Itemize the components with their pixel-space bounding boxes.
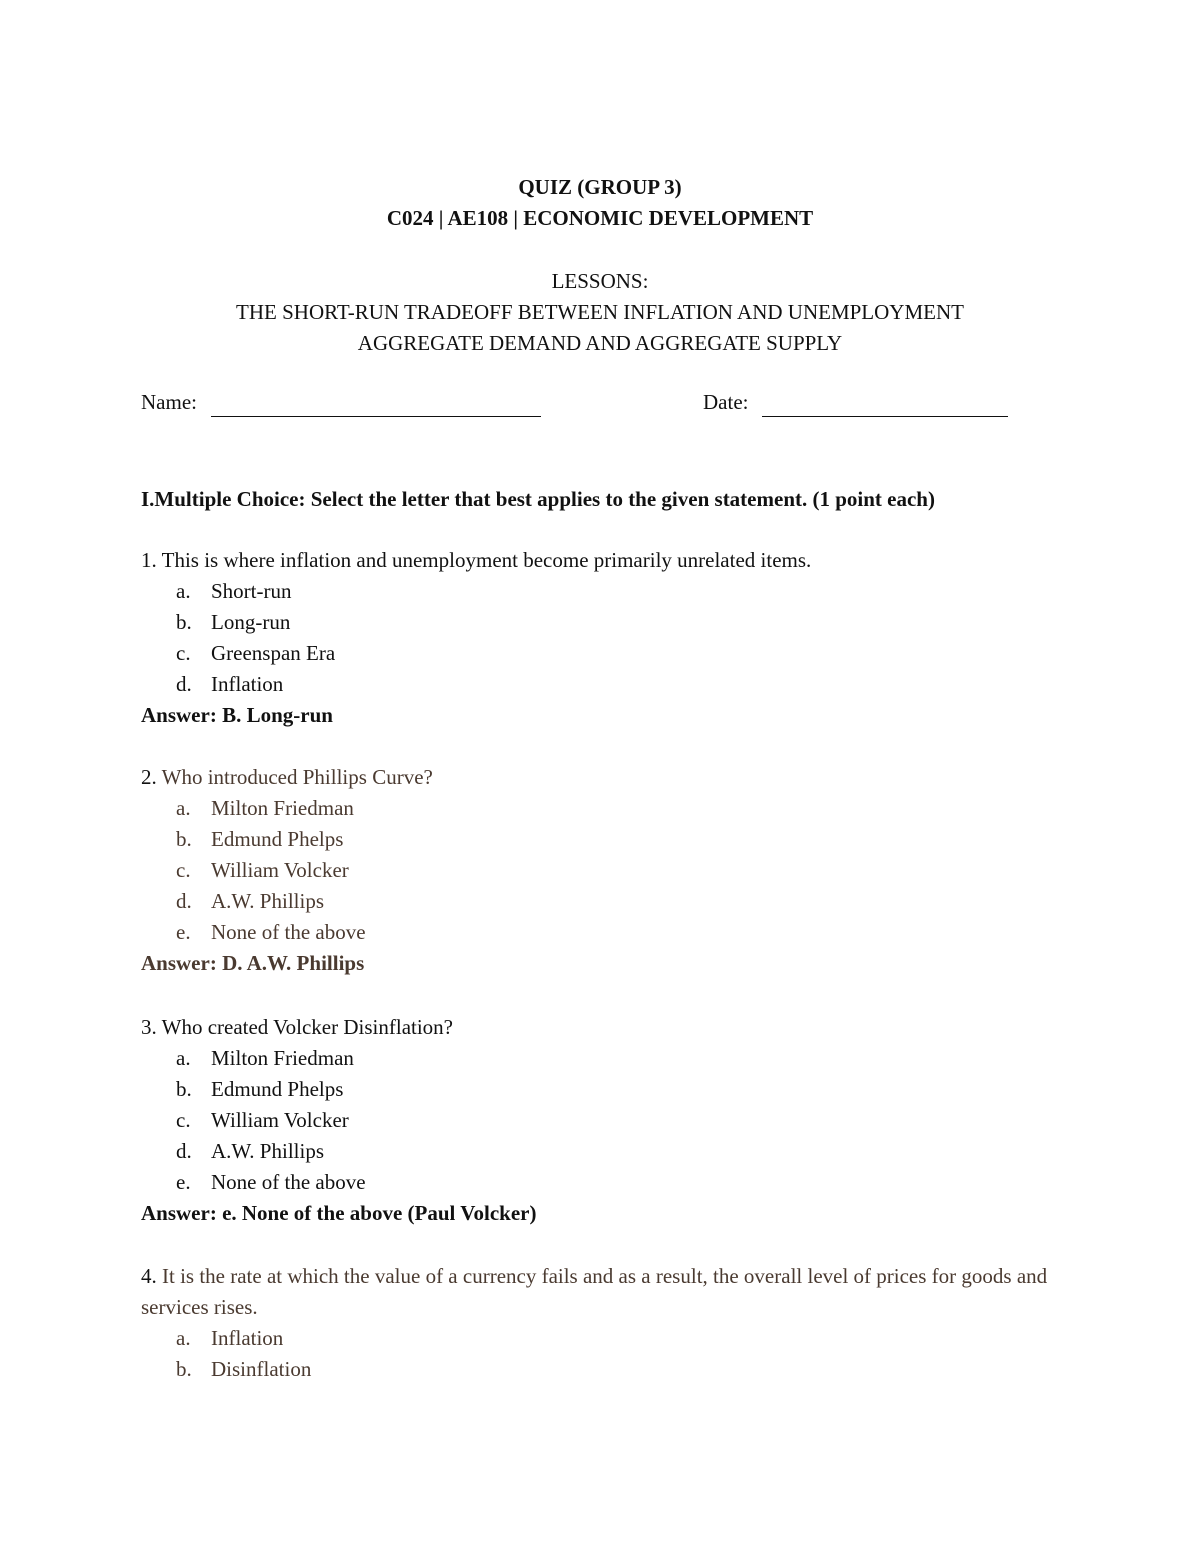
option-letter: b. (176, 1357, 192, 1381)
option-letter: c. (176, 641, 191, 665)
question-3 (141, 1012, 1071, 1229)
answer-key: Answer: D. A.W. Phillips (141, 951, 365, 975)
question-number: 2. (141, 765, 157, 789)
options-list (141, 1323, 1071, 1385)
option-text: William Volcker (211, 1108, 349, 1132)
option-text: Milton Friedman (211, 1046, 354, 1070)
option-letter: c. (176, 1108, 191, 1132)
options-list (141, 576, 1071, 700)
option-text: Greenspan Era (211, 641, 336, 665)
option-text: Inflation (211, 672, 284, 696)
option-b[interactable] (141, 824, 1071, 855)
question-text (141, 545, 1071, 576)
option-d[interactable] (141, 1136, 1071, 1167)
option-a[interactable] (141, 1043, 1071, 1074)
quiz-title: QUIZ (GROUP 3) (518, 175, 682, 199)
option-text: Inflation (211, 1326, 284, 1350)
option-text: Milton Friedman (211, 796, 354, 820)
option-e[interactable] (141, 1167, 1071, 1198)
document-header (0, 172, 1200, 234)
option-letter: b. (176, 610, 192, 634)
name-label: Name: (141, 390, 197, 414)
question-number: 1. (141, 548, 157, 572)
question-prompt: Who created Volcker Disinflation? (161, 1015, 453, 1039)
option-a[interactable] (141, 1323, 1071, 1354)
option-letter: a. (176, 1326, 191, 1350)
option-text: None of the above (211, 1170, 366, 1194)
lessons-block (0, 266, 1200, 359)
option-text: Edmund Phelps (211, 827, 344, 851)
option-letter: b. (176, 1077, 192, 1101)
option-a[interactable] (141, 793, 1071, 824)
question-text (141, 1012, 1071, 1043)
option-text: Long-run (211, 610, 291, 634)
lessons-label: LESSONS: (551, 269, 649, 293)
option-text: Short-run (211, 579, 292, 603)
answer-key: Answer: e. None of the above (Paul Volcker) (141, 1201, 537, 1225)
option-d[interactable] (141, 886, 1071, 917)
option-letter: a. (176, 579, 191, 603)
course-code: C024 | AE108 | ECONOMIC DEVELOPMENT (386, 206, 814, 230)
lesson-item: AGGREGATE DEMAND AND AGGREGATE SUPPLY (357, 331, 843, 355)
date-label: Date: (703, 390, 749, 414)
section-instructions: I.Multiple Choice: Select the letter that best applies to the given statement. (1 point each) (141, 487, 935, 511)
option-c[interactable] (141, 1105, 1071, 1136)
question-text (141, 1261, 1071, 1323)
question-2 (141, 762, 1071, 979)
option-text: Disinflation (211, 1357, 312, 1381)
option-letter: d. (176, 672, 192, 696)
option-letter: b. (176, 827, 192, 851)
question-prompt: This is where inflation and unemployment become primarily unrelated items. (161, 548, 812, 572)
option-d[interactable] (141, 669, 1071, 700)
option-letter: e. (176, 1170, 191, 1194)
question-prompt: Who introduced Phillips Curve? (161, 765, 433, 789)
question-4 (141, 1261, 1071, 1385)
option-a[interactable] (141, 576, 1071, 607)
answer-key: Answer: B. Long-run (141, 703, 333, 727)
option-letter: c. (176, 858, 191, 882)
option-text: William Volcker (211, 858, 349, 882)
option-text: None of the above (211, 920, 366, 944)
student-info-row (141, 390, 1021, 422)
option-letter: e. (176, 920, 191, 944)
option-c[interactable] (141, 638, 1071, 669)
option-c[interactable] (141, 855, 1071, 886)
options-list (141, 793, 1071, 948)
option-b[interactable] (141, 1354, 1071, 1385)
option-e[interactable] (141, 917, 1071, 948)
lesson-item: THE SHORT-RUN TRADEOFF BETWEEN INFLATION AND UNEMPLOYMENT (236, 300, 964, 324)
date-field-line[interactable] (762, 416, 1008, 417)
question-number: 3. (141, 1015, 157, 1039)
options-list (141, 1043, 1071, 1198)
option-text: A.W. Phillips (211, 1139, 324, 1163)
option-letter: d. (176, 1139, 192, 1163)
option-b[interactable] (141, 607, 1071, 638)
question-number: 4. (141, 1264, 157, 1288)
option-letter: a. (176, 796, 191, 820)
option-b[interactable] (141, 1074, 1071, 1105)
option-letter: d. (176, 889, 192, 913)
question-1 (141, 545, 1071, 731)
name-field-line[interactable] (211, 416, 541, 417)
question-prompt: It is the rate at which the value of a currency fails and as a result, the overall level of prices for goods and services rises. (141, 1264, 1048, 1319)
option-letter: a. (176, 1046, 191, 1070)
option-text: A.W. Phillips (211, 889, 324, 913)
question-text (141, 762, 1071, 793)
option-text: Edmund Phelps (211, 1077, 344, 1101)
